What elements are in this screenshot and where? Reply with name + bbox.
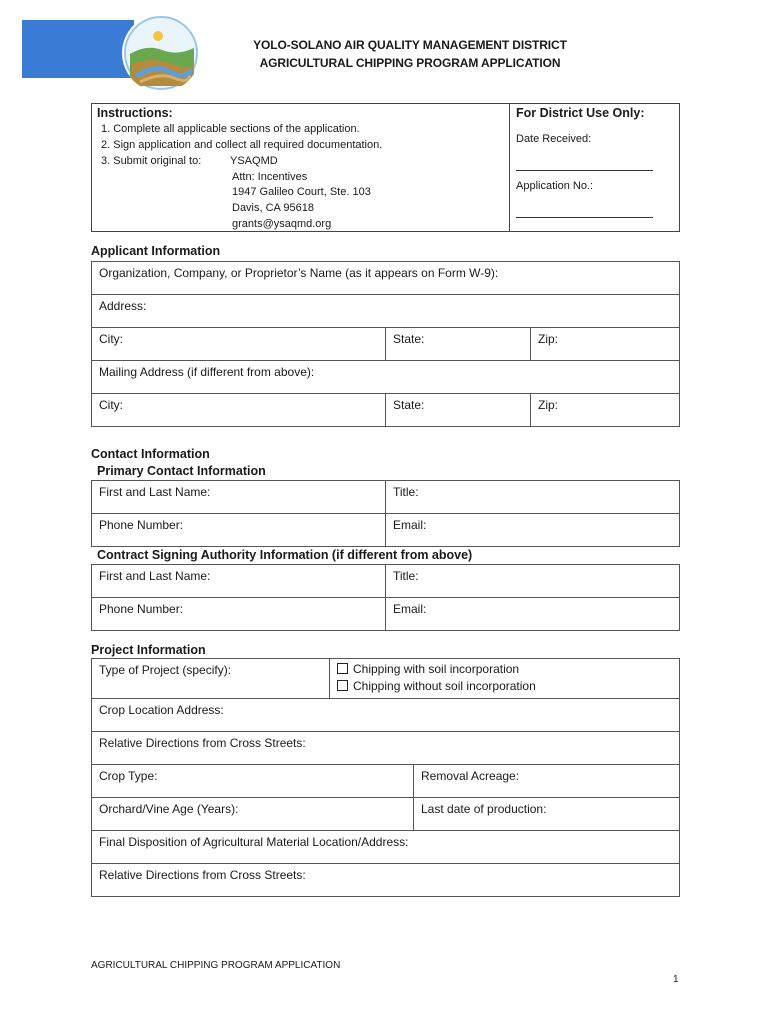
checkbox-without-soil[interactable] (337, 680, 348, 691)
mailing-city-field[interactable] (91, 393, 386, 427)
primary-email-label: Email: (393, 518, 427, 532)
org-name-field[interactable] (91, 261, 680, 295)
signing-title-field[interactable] (385, 564, 680, 598)
address-field[interactable] (91, 294, 680, 328)
option-with-soil-label: Chipping with soil incorporation (353, 662, 520, 676)
contact-section-title: Contact Information (91, 447, 210, 461)
primary-title-label: Title: (393, 485, 419, 499)
city-label: City: (99, 332, 123, 346)
mailing-address-label: Mailing Address (if different from above): (99, 365, 315, 379)
crop-type-label: Crop Type: (99, 769, 158, 783)
page-number: 1 (673, 974, 679, 985)
crop-location-label: Crop Location Address: (99, 703, 224, 717)
signing-name-field[interactable] (91, 564, 386, 598)
zip-label: Zip: (538, 332, 559, 346)
instructions-divider (509, 103, 510, 232)
disposition-field[interactable] (91, 830, 680, 864)
mailing-city-label: City: (99, 398, 123, 412)
application-no-line (516, 217, 653, 218)
header-district: YOLO-SOLANO AIR QUALITY MANAGEMENT DISTRICT (253, 38, 567, 52)
option-without-soil-label: Chipping without soil incorporation (353, 679, 536, 693)
project-type-field[interactable] (91, 658, 330, 699)
primary-name-field[interactable] (91, 480, 386, 514)
crop-type-field[interactable] (91, 764, 414, 798)
option-without-soil[interactable] (337, 679, 672, 693)
applicant-section-title: Applicant Information (91, 244, 221, 258)
address-line-3: 1947 Galileo Court, Ste. 103 (232, 186, 371, 198)
address-label: Address: (99, 299, 147, 313)
signing-phone-field[interactable] (91, 597, 386, 631)
mailing-state-field[interactable] (385, 393, 531, 427)
zip-field[interactable] (530, 327, 680, 361)
instructions-title: Instructions: (97, 106, 173, 120)
date-received-label: Date Received: (516, 133, 592, 145)
mailing-zip-label: Zip: (538, 398, 559, 412)
directions-label: Relative Directions from Cross Streets: (99, 736, 306, 750)
instruction-step-2: 2. Sign application and collect all required documentation. (101, 139, 383, 151)
district-logo (122, 14, 200, 92)
project-section-title: Project Information (91, 643, 206, 657)
signing-authority-title: Contract Signing Authority Information (if different from above) (97, 548, 473, 562)
address-line-4: Davis, CA 95618 (232, 202, 314, 214)
city-field[interactable] (91, 327, 386, 361)
checkbox-with-soil[interactable] (337, 663, 348, 674)
directions-2-field[interactable] (91, 863, 680, 897)
application-no-label: Application No.: (516, 180, 594, 192)
primary-contact-title: Primary Contact Information (97, 464, 266, 478)
last-production-field[interactable] (413, 797, 680, 831)
option-with-soil[interactable] (337, 662, 672, 676)
orchard-age-label: Orchard/Vine Age (Years): (99, 802, 239, 816)
primary-phone-field[interactable] (91, 513, 386, 547)
signing-name-label: First and Last Name: (99, 569, 211, 583)
state-label: State: (393, 332, 425, 346)
primary-title-field[interactable] (385, 480, 680, 514)
mailing-state-label: State: (393, 398, 425, 412)
last-production-label: Last date of production: (421, 802, 547, 816)
signing-email-label: Email: (393, 602, 427, 616)
removal-acreage-label: Removal Acreage: (421, 769, 520, 783)
orchard-age-field[interactable] (91, 797, 414, 831)
header-form-title: AGRICULTURAL CHIPPING PROGRAM APPLICATION (259, 56, 561, 70)
date-received-line (516, 170, 653, 171)
logo-banner (22, 20, 134, 78)
instruction-step-1: 1. Complete all applicable sections of the application. (101, 123, 360, 135)
instruction-step-3: 3. Submit original to: (101, 155, 202, 167)
signing-title-label: Title: (393, 569, 419, 583)
removal-acreage-field[interactable] (413, 764, 680, 798)
directions-2-label: Relative Directions from Cross Streets: (99, 868, 306, 882)
disposition-label: Final Disposition of Agricultural Material Location/Address: (99, 835, 409, 849)
primary-phone-label: Phone Number: (99, 518, 184, 532)
district-use-title: For District Use Only: (516, 106, 645, 120)
crop-location-field[interactable] (91, 698, 680, 732)
address-email: grants@ysaqmd.org (232, 218, 332, 230)
mailing-zip-field[interactable] (530, 393, 680, 427)
address-line-1: YSAQMD (230, 155, 278, 167)
directions-field[interactable] (91, 731, 680, 765)
project-type-options (329, 658, 680, 699)
primary-email-field[interactable] (385, 513, 680, 547)
footer-label: AGRICULTURAL CHIPPING PROGRAM APPLICATION (91, 960, 341, 971)
state-field[interactable] (385, 327, 531, 361)
signing-phone-label: Phone Number: (99, 602, 184, 616)
mailing-address-field[interactable] (91, 360, 680, 394)
address-line-2: Attn: Incentives (232, 171, 308, 183)
primary-name-label: First and Last Name: (99, 485, 211, 499)
org-name-label: Organization, Company, or Proprietor’s Name (as it appears on Form W-9): (99, 266, 499, 280)
signing-email-field[interactable] (385, 597, 680, 631)
project-type-label: Type of Project (specify): (99, 663, 232, 677)
